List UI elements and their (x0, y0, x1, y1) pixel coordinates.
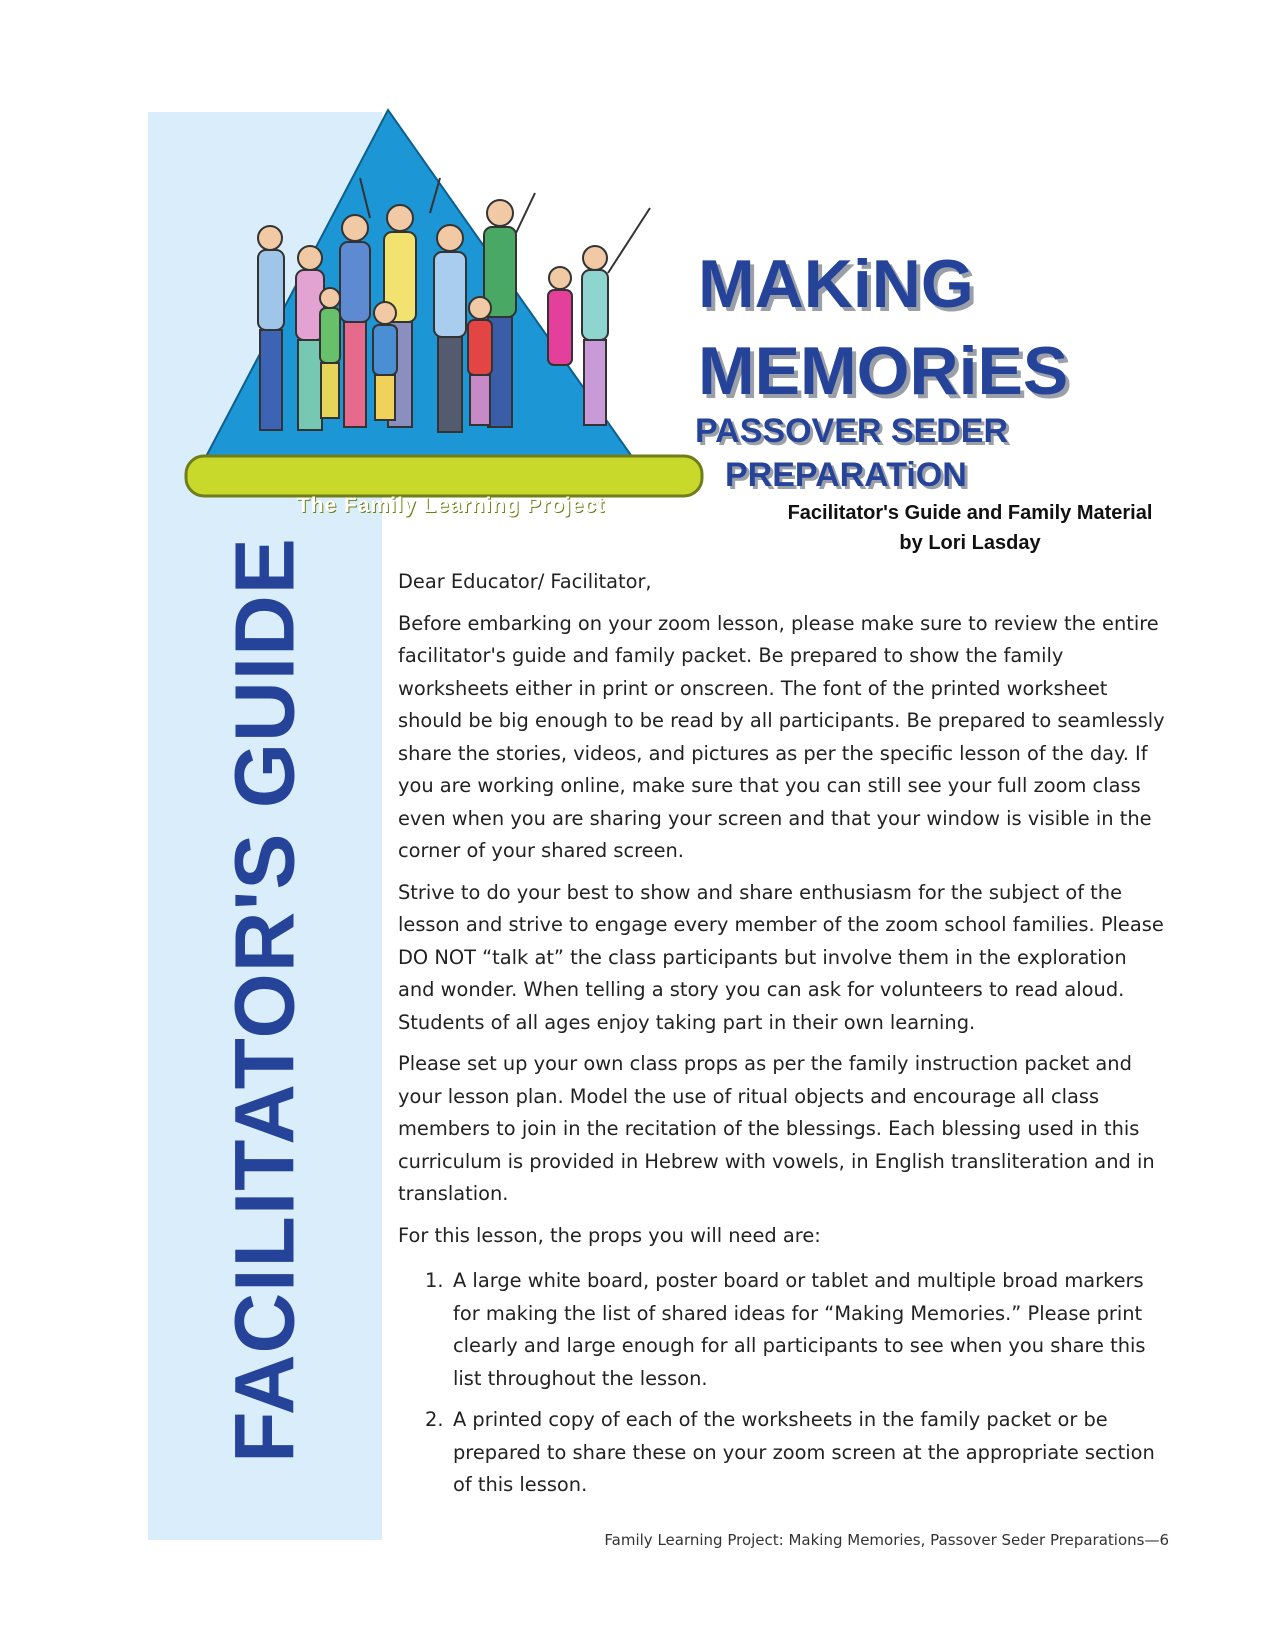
salutation: Dear Educator/ Facilitator, (398, 570, 652, 593)
paragraph: Please set up your own class props as per the family instruction packet and your lesson plan. Model the use of ritual objects and encourage all class members to join in the recitation of the blessings. Each blessing used in this curriculum is provided in Hebrew with vowels, in English transliteration and in translation. (398, 1052, 1155, 1205)
letter-body (398, 566, 1168, 1511)
page-footer: Family Learning Project: Making Memories, Passover Seder Preparations—6 (604, 1531, 1169, 1549)
list-number: 2. (425, 1408, 444, 1431)
family-group-icon (170, 108, 730, 528)
props-list (398, 1265, 1168, 1502)
byline-line-1: Facilitator's Guide and Family Material (787, 502, 1153, 524)
list-number: 1. (425, 1269, 444, 1292)
program-name-banner: The Family Learning Project (296, 494, 606, 517)
list-item (398, 1265, 1168, 1395)
paragraph: Before embarking on your zoom lesson, please make sure to review the entire facilitator's guide and family packet. Be prepared to show the family worksheets either in print or onscreen. The font of the printed worksheet should be big enough to be read by all participants. Be prepared to seamlessly share the stories, videos, and pictures as per the specific lesson of the day. If you are working online, make sure that you can still see your full zoom class even when you are sharing your screen and that your window is visible in the corner of your shared screen. (398, 611, 1165, 862)
side-title: FACILITATOR'S GUIDE (217, 537, 312, 1463)
title-line-2: MEMORiES (698, 333, 1069, 409)
subtitle-line-1: PASSOVER SEDER (695, 412, 1009, 450)
subtitle-line-2: PREPARATiON (725, 456, 967, 494)
byline-line-2: by Lori Lasday (899, 532, 1041, 554)
list-text: A printed copy of each of the worksheets in the family packet or be prepared to share these on your zoom screen at the appropriate section of this lesson. (453, 1408, 1155, 1496)
paragraph: Strive to do your best to show and share enthusiasm for the subject of the lesson and strive to engage every member of the zoom school families. Please DO NOT “talk at” the class participants but involve them in the exploration and wonder. When telling a story you can ask for volunteers to read aloud. Students of all ages enjoy taking part in their own learning. (398, 880, 1164, 1034)
list-text: A large white board, poster board or tablet and multiple broad markers for making the list of shared ideas for “Making Memories.” Please print clearly and large enough for all participants to see when you share this list throughout the lesson. (453, 1269, 1146, 1390)
byline (700, 498, 1240, 558)
list-item (398, 1404, 1168, 1502)
paragraph: For this lesson, the props you will need are: (398, 1223, 821, 1247)
title-line-1: MAKiNG (698, 246, 974, 322)
